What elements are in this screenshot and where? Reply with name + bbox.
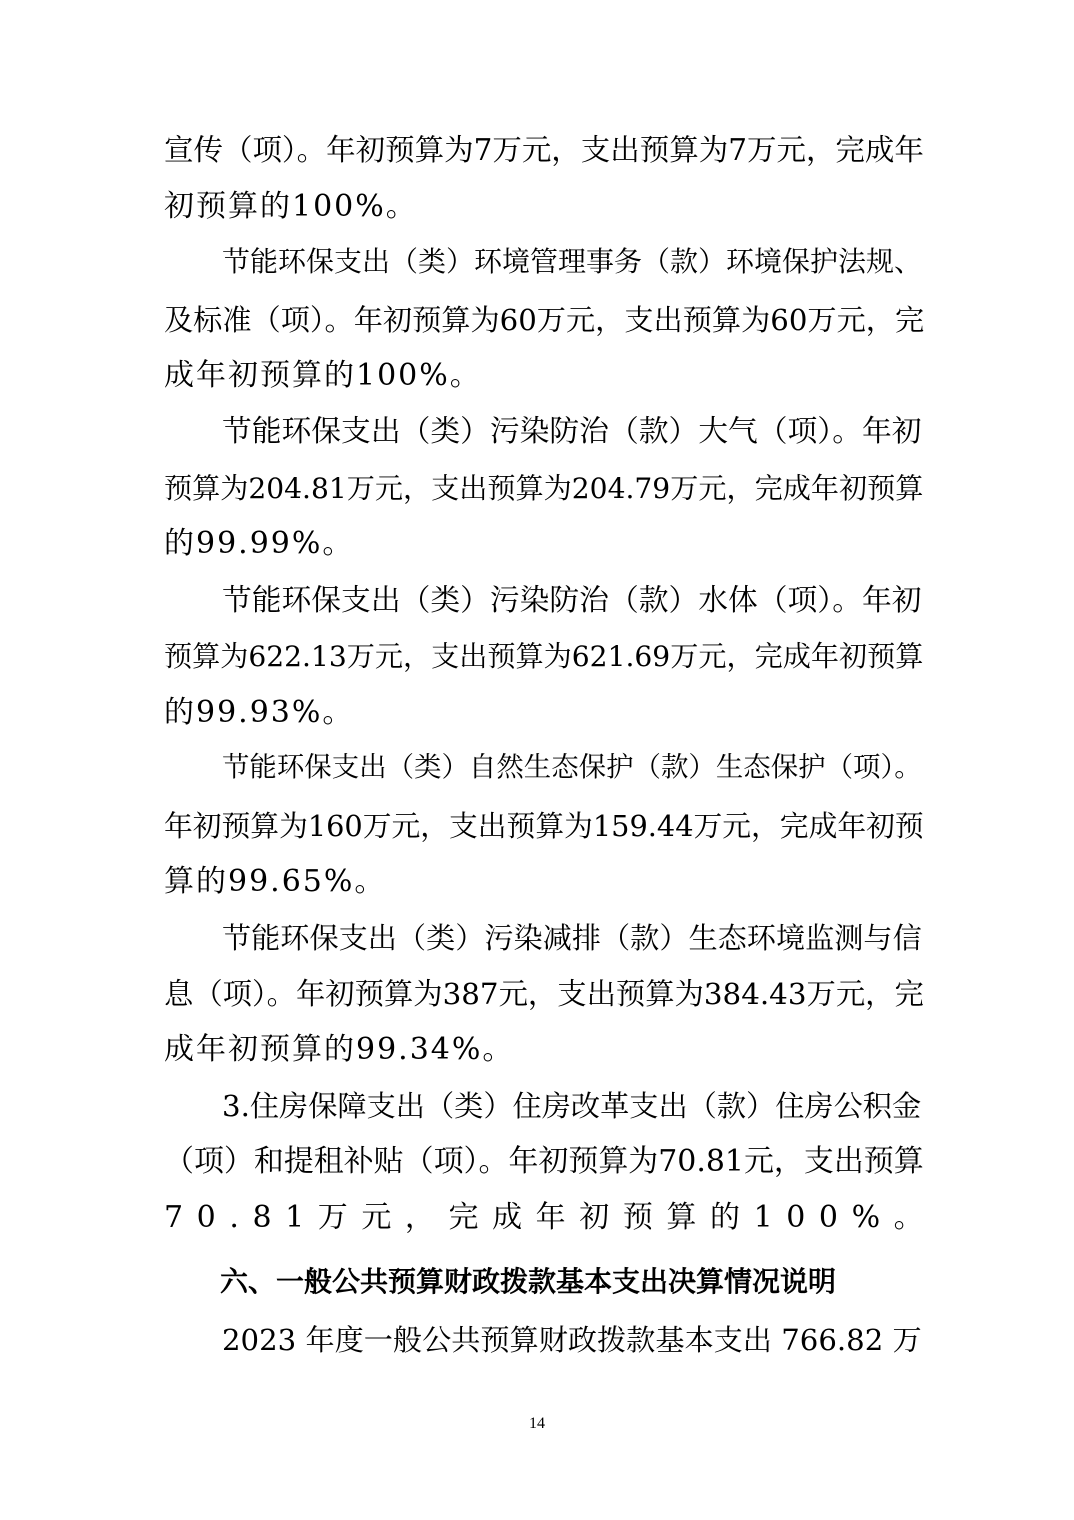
page-number: 14 — [529, 1415, 545, 1432]
text-line: 算的99.65%。 — [164, 864, 387, 899]
text-line: 初预算的100%。 — [164, 189, 418, 224]
text-line: 预算为204.81万元，支出预算为204.79万元，完成年初预算 — [164, 472, 924, 505]
text-line: 3.住房保障支出（类）住房改革支出（款）住房公积金 — [222, 1089, 922, 1123]
text-line: 年初预算为160万元，支出预算为159.44万元，完成年初预 — [164, 809, 924, 843]
text-line: 预算为622.13万元，支出预算为621.69万元，完成年初预算 — [164, 640, 924, 673]
text-line: 成年初预算的99.34%。 — [164, 1032, 515, 1067]
text-line: 的99.99%。 — [164, 526, 355, 561]
text-line: （项）和提租补贴（项）。年初预算为70.81元，支出预算 — [164, 1144, 924, 1179]
text-line: 及标准（项）。年初预算为60万元，支出预算为60万元，完 — [164, 303, 925, 337]
text-line: 70.81万元，完成年初预算的100%。 — [164, 1200, 938, 1235]
text-line: 节能环保支出（类）污染防治（款）大气（项）。年初 — [222, 414, 922, 449]
text-line: 的99.93%。 — [164, 695, 355, 730]
section-heading: 六、一般公共预算财政拨款基本支出决算情况说明 — [220, 1265, 837, 1298]
text-line: 2023 年度一般公共预算财政拨款基本支出 766.82 万 — [222, 1323, 922, 1357]
text-line: 宣传（项）。年初预算为7万元，支出预算为7万元，完成年 — [164, 133, 924, 167]
text-line: 节能环保支出（类）污染减排（款）生态环境监测与信 — [222, 921, 922, 955]
text-line: 节能环保支出（类）自然生态保护（款）生态保护（项）。 — [222, 752, 922, 783]
text-line: 成年初预算的100%。 — [164, 358, 482, 393]
text-line: 节能环保支出（类）污染防治（款）水体（项）。年初 — [222, 583, 922, 618]
text-line: 息（项）。年初预算为387元，支出预算为384.43万元，完 — [164, 977, 924, 1011]
text-line: 节能环保支出（类）环境管理事务（款）环境保护法规、 — [222, 245, 923, 278]
